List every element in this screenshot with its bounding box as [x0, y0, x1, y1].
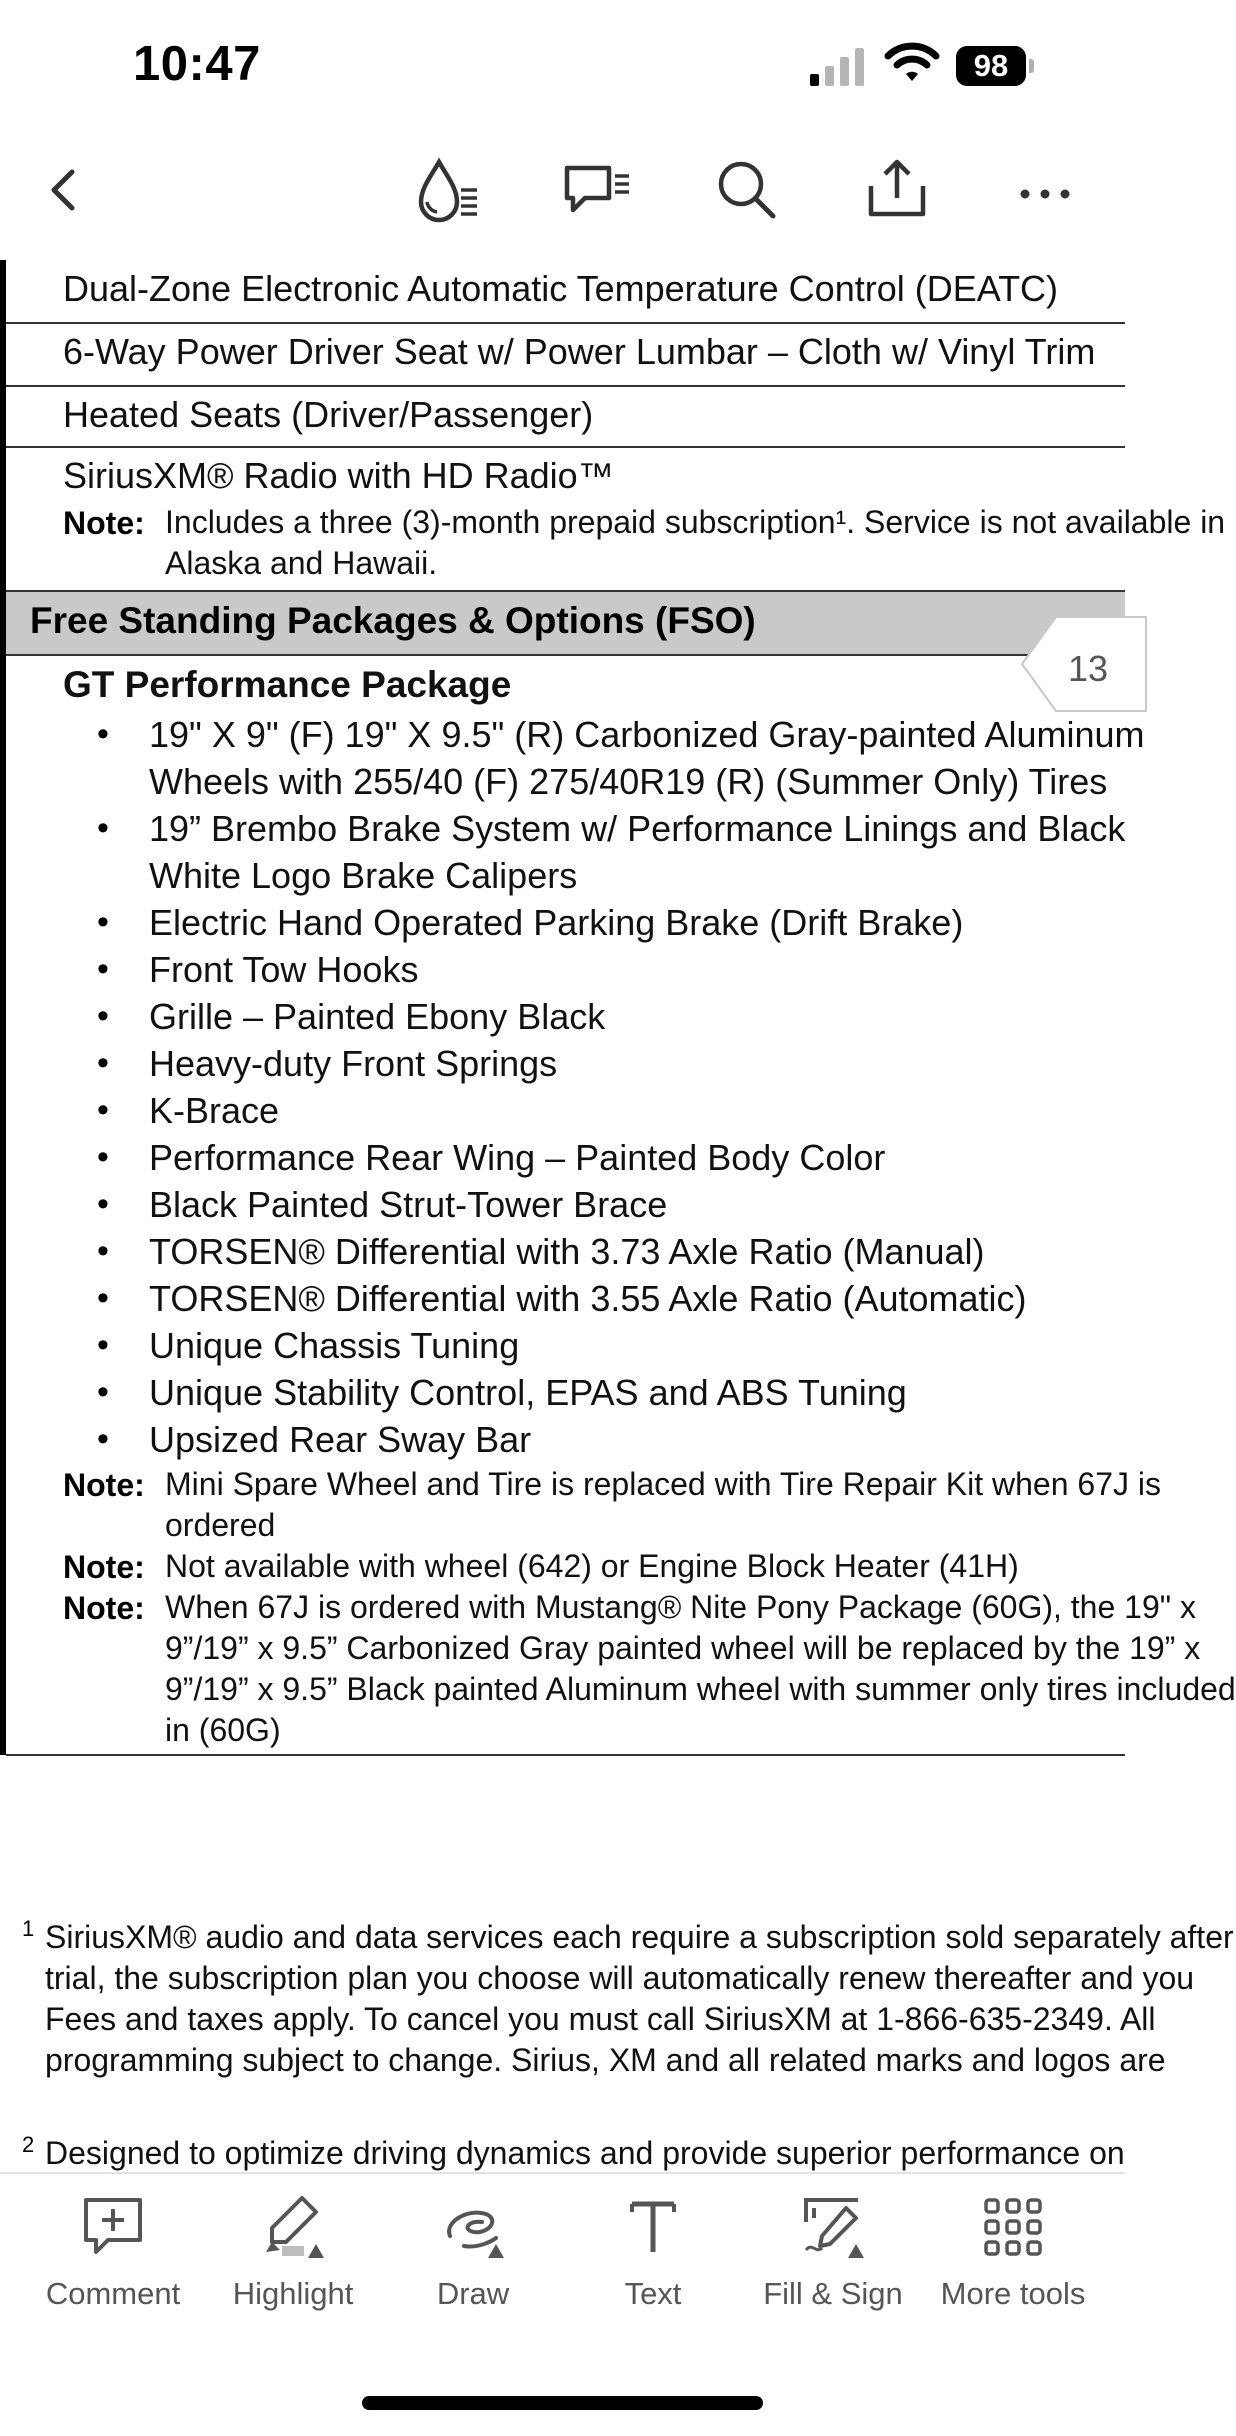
bullet: •: [97, 950, 109, 988]
note-label: Note:: [63, 1467, 145, 1503]
fill-sign-icon: [798, 2192, 868, 2262]
more-icon[interactable]: [1005, 150, 1085, 230]
footnote-text: SiriusXM® audio and data services each require a subscription sold separately after: [45, 1919, 1234, 1955]
bullet: •: [97, 1232, 109, 1270]
list-item: Performance Rear Wing – Painted Body Color: [149, 1137, 886, 1178]
status-bar: [0, 0, 1125, 130]
section-header-title: Free Standing Packages & Options (FSO): [30, 600, 756, 641]
note-label: Note:: [63, 1590, 145, 1626]
list-item: Front Tow Hooks: [149, 949, 419, 990]
bullet: •: [97, 1420, 109, 1458]
text-tool[interactable]: [568, 2192, 738, 2322]
note-text: Not available with wheel (642) or Engine Block Heater (41H): [165, 1548, 1019, 1584]
more-tools-label: More tools: [940, 2276, 1086, 2311]
battery-indicator: [956, 46, 1036, 86]
bullet: •: [97, 997, 109, 1035]
status-time: 10:47: [133, 37, 261, 91]
list-item: TORSEN® Differential with 3.55 Axle Ratio (Automatic): [149, 1278, 1027, 1319]
draw-icon: [438, 2192, 508, 2262]
fill-sign-tool[interactable]: [748, 2192, 918, 2322]
bullet: •: [97, 1279, 109, 1317]
bullet: •: [97, 903, 109, 941]
feature-row: Dual-Zone Electronic Automatic Temperature Control (DEATC): [63, 268, 1059, 309]
list-item: Upsized Rear Sway Bar: [149, 1419, 532, 1460]
highlight-icon: [258, 2192, 328, 2262]
section-header: [6, 592, 1125, 654]
footnote-text: programming subject to change. Sirius, XM and all related marks and logos are: [45, 2042, 1166, 2078]
battery-level: 98: [956, 46, 1026, 86]
row-divider: [6, 322, 1125, 324]
note-text: Alaska and Hawaii.: [165, 545, 438, 581]
battery-tip: [1029, 59, 1034, 73]
draw-tool[interactable]: [388, 2192, 558, 2322]
list-item: Electric Hand Operated Parking Brake (Drift Brake): [149, 902, 964, 943]
more-tools-icon: [978, 2192, 1048, 2262]
note-text: Mini Spare Wheel and Tire is replaced with Tire Repair Kit when 67J is: [165, 1466, 1161, 1502]
note-label: Note:: [63, 505, 145, 541]
bullet: •: [97, 1373, 109, 1411]
footnote-text: Designed to optimize driving dynamics and provide superior performance on: [45, 2135, 1125, 2171]
row-divider: [6, 446, 1125, 448]
note-text: When 67J is ordered with Mustang® Nite Pony Package (60G), the 19" x: [165, 1589, 1196, 1625]
list-item: Grille – Painted Ebony Black: [149, 996, 606, 1037]
footnote-mark: 1: [22, 1916, 35, 1941]
list-item: Black Painted Strut-Tower Brace: [149, 1184, 668, 1225]
bullet: •: [97, 1185, 109, 1223]
note-text: ordered: [165, 1507, 276, 1543]
list-item: 19" X 9" (F) 19" X 9.5" (R) Carbonized Gray-painted Aluminum: [149, 714, 1145, 755]
table-left-border: [0, 260, 6, 1755]
highlight-label: Highlight: [232, 2276, 354, 2311]
note-text: 9”/19” x 9.5” Carbonized Gray painted wheel will be replaced by the 19” x: [165, 1630, 1201, 1666]
bullet: •: [97, 1044, 109, 1082]
list-item: Heavy-duty Front Springs: [149, 1043, 558, 1084]
note-text: 9”/19” x 9.5” Black painted Aluminum wheel with summer only tires included: [165, 1671, 1236, 1707]
list-item: White Logo Brake Calipers: [149, 855, 578, 896]
row-divider: [6, 654, 1125, 656]
list-item: 19” Brembo Brake System w/ Performance Linings and Black: [149, 808, 1126, 849]
list-item: Wheels with 255/40 (F) 275/40R19 (R) (Summer Only) Tires: [149, 761, 1108, 802]
more-tools-tool[interactable]: [928, 2192, 1098, 2322]
comment-tool[interactable]: [28, 2192, 198, 2322]
footnote-text: Fees and taxes apply. To cancel you must call SiriusXM at 1-866-635-2349. All: [45, 2001, 1156, 2037]
bullet: •: [97, 715, 109, 753]
text-icon: [618, 2192, 688, 2262]
back-icon[interactable]: [26, 150, 106, 230]
fill-sign-label: Fill & Sign: [763, 2276, 903, 2311]
footnote-mark: 2: [22, 2132, 35, 2157]
page-number: 13: [1068, 648, 1109, 689]
note-text: Includes a three (3)-month prepaid subscription¹. Service is not available in: [165, 504, 1226, 540]
list-item: TORSEN® Differential with 3.73 Axle Ratio (Manual): [149, 1231, 985, 1272]
feature-row: 6-Way Power Driver Seat w/ Power Lumbar – Cloth w/ Vinyl Trim: [63, 331, 1096, 372]
highlight-tool[interactable]: [208, 2192, 378, 2322]
search-icon[interactable]: [707, 150, 787, 230]
list-item: Unique Stability Control, EPAS and ABS Tuning: [149, 1372, 907, 1413]
bullet: •: [97, 809, 109, 847]
bottom-toolbar: [0, 2172, 1125, 2334]
list-item: Unique Chassis Tuning: [149, 1325, 520, 1366]
document-toolbar: [0, 130, 1125, 260]
comment-label: Comment: [45, 2276, 181, 2311]
bullet: •: [97, 1138, 109, 1176]
note-label: Note:: [63, 1549, 145, 1585]
comment-icon: [78, 2192, 148, 2262]
table-bottom-border: [6, 1754, 1125, 1756]
bullet: •: [97, 1091, 109, 1129]
feature-row: Heated Seats (Driver/Passenger): [63, 394, 594, 435]
pdf-page[interactable]: [0, 260, 1236, 2180]
comments-list-icon[interactable]: [557, 150, 637, 230]
list-item: K-Brace: [149, 1090, 280, 1131]
row-divider: [6, 385, 1125, 387]
share-icon[interactable]: [857, 150, 937, 230]
bullet: •: [97, 1326, 109, 1364]
note-text: in (60G): [165, 1712, 281, 1748]
footnote-text: trial, the subscription plan you choose will automatically renew thereafter and you: [45, 1960, 1195, 1996]
reading-mode-icon[interactable]: [407, 150, 487, 230]
text-label: Text: [624, 2276, 682, 2311]
wifi-icon: [884, 40, 940, 84]
feature-row: SiriusXM® Radio with HD Radio™: [63, 455, 614, 496]
cellular-signal-icon: [808, 46, 868, 86]
home-indicator[interactable]: [362, 2396, 763, 2410]
draw-label: Draw: [436, 2276, 510, 2311]
package-title: GT Performance Package: [63, 664, 512, 705]
